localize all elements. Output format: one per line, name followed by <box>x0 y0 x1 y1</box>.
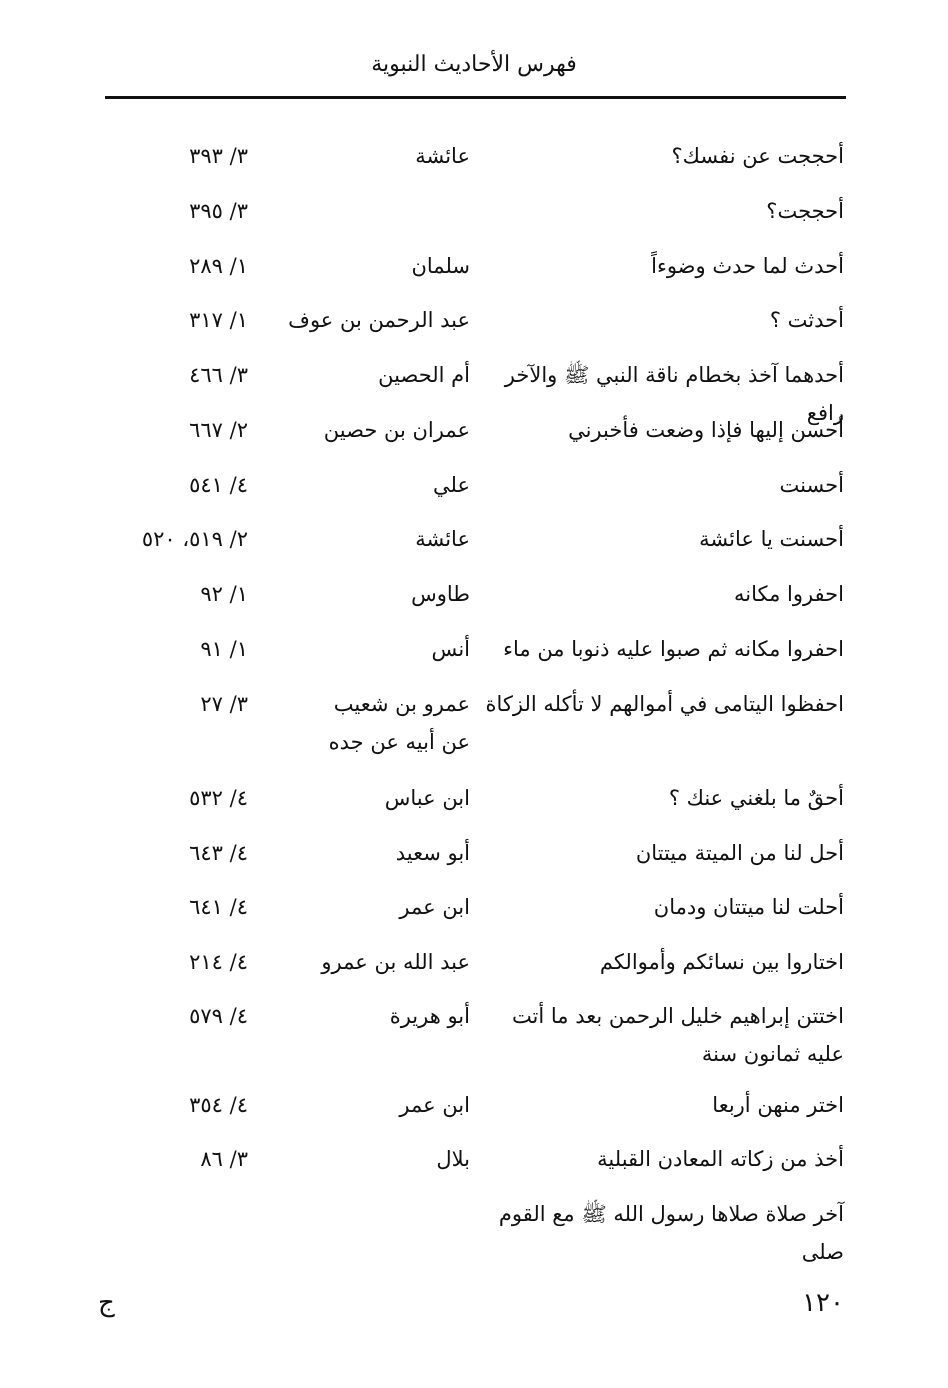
narrator: أبو سعيد <box>395 841 470 865</box>
hadith-text: أحلت لنا ميتتان ودمان <box>653 895 844 919</box>
reference: ١/ ٣١٧ <box>189 308 248 332</box>
narrator: أبو هريرة <box>389 1004 470 1028</box>
hadith-text: أحدهما آخذ بخطام ناقة النبي ﷺ والآخر رافع <box>504 363 844 425</box>
hadith-text: آخر صلاة صلاها رسول الله ﷺ مع القوم صلى <box>498 1202 844 1264</box>
hadith-text: اختاروا بين نسائكم وأموالكم <box>599 950 844 974</box>
header-rule <box>105 96 846 99</box>
hadith-text: أحدث لما حدث وضوءاً <box>651 254 844 278</box>
narrator: أنس <box>431 637 470 661</box>
hadith-text: اختر منهن أربعا <box>712 1093 844 1117</box>
narrator: بلال <box>436 1147 470 1171</box>
hadith-text: أحججت؟ <box>766 199 844 223</box>
reference: ٣/ ٣٩٥ <box>189 199 248 223</box>
hadith-text: اختتن إبراهيم خليل الرحمن بعد ما أتت عليه ثمانون سنة <box>511 1004 844 1066</box>
reference: ٣/ ٨٦ <box>200 1147 248 1171</box>
reference: ٤/ ٣٥٤ <box>189 1093 248 1117</box>
hadith-text: أحقٌ ما بلغني عنك ؟ <box>668 786 844 810</box>
hadith-text: احفروا مكانه <box>733 582 844 606</box>
narrator: عمرو بن شعيب عن أبيه عن جده <box>328 692 470 754</box>
reference: ٤/ ٥٣٢ <box>189 786 248 810</box>
reference: ٤/ ٦٤٣ <box>189 841 248 865</box>
narrator: أم الحصين <box>378 363 470 387</box>
reference: ٣/ ٣٩٣ <box>189 144 248 168</box>
narrator: ابن عمر <box>399 1093 470 1117</box>
narrator: علي <box>433 473 470 497</box>
narrator: ابن عمر <box>399 895 470 919</box>
narrator: عائشة <box>415 144 470 168</box>
narrator: عمران بن حصين <box>323 418 470 442</box>
reference: ١/ ٩١ <box>200 637 248 661</box>
narrator: عبد الرحمن بن عوف <box>288 308 470 332</box>
signature-mark: ج <box>98 1288 115 1318</box>
page-title: فهرس الأحاديث النبوية <box>371 52 577 77</box>
hadith-text: أحسنت يا عائشة <box>699 527 844 551</box>
reference: ٣/ ٢٧ <box>200 692 248 716</box>
hadith-text: احفظوا اليتامى في أموالهم لا تأكله الزكاة <box>485 692 844 716</box>
hadith-text: أحل لنا من الميتة ميتتان <box>635 841 844 865</box>
reference: ٢/ ٦٦٧ <box>189 418 248 442</box>
narrator: عائشة <box>415 527 470 551</box>
hadith-text: أخذ من زكاته المعادن القبلية <box>597 1147 844 1171</box>
reference: ٤/ ٥٧٩ <box>189 1004 248 1028</box>
narrator: سلمان <box>411 254 470 278</box>
reference: ٤/ ٥٤١ <box>189 473 248 497</box>
hadith-text: احفروا مكانه ثم صبوا عليه ذنوبا من ماء <box>503 637 844 661</box>
page-number: ١٢٠ <box>802 1288 844 1318</box>
reference: ١/ ٢٨٩ <box>189 254 248 278</box>
reference: ٣/ ٤٦٦ <box>189 363 248 387</box>
narrator: ابن عباس <box>384 786 470 810</box>
narrator: طاوس <box>411 582 470 606</box>
hadith-text: أحسنت <box>779 473 844 497</box>
hadith-text: أحججت عن نفسك؟ <box>671 144 844 168</box>
narrator: عبد الله بن عمرو <box>321 950 470 974</box>
reference: ٢/ ٥١٩، ٥٢٠ <box>141 527 248 551</box>
reference: ٤/ ٢١٤ <box>189 950 248 974</box>
hadith-text: أحسن إليها فإذا وضعت فأخبرني <box>568 418 844 442</box>
hadith-text: أحدثت ؟ <box>769 308 844 332</box>
reference: ١/ ٩٢ <box>200 582 248 606</box>
reference: ٤/ ٦٤١ <box>189 895 248 919</box>
